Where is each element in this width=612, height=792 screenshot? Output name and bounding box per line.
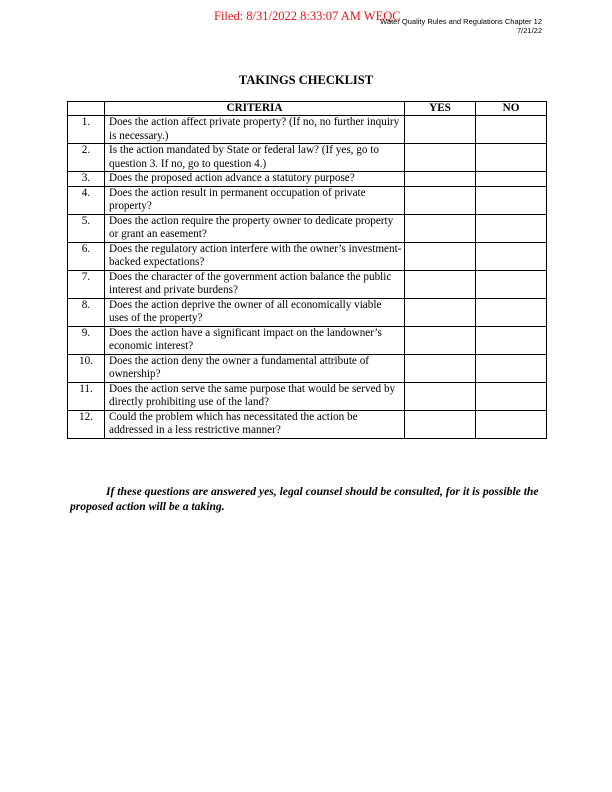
column-header-criteria: CRITERIA [105, 102, 405, 116]
question-number: 2. [68, 144, 105, 172]
question-criteria: Does the action affect private property? (If no, no further inquiry is necessary.) [105, 116, 405, 144]
yes-answer-cell[interactable] [405, 298, 476, 326]
question-number: 6. [68, 242, 105, 270]
question-number: 11. [68, 382, 105, 410]
no-answer-cell[interactable] [476, 214, 547, 242]
no-answer-cell[interactable] [476, 186, 547, 214]
table-header-row [68, 102, 547, 116]
table-row [68, 382, 547, 410]
legal-counsel-note: If these questions are answered yes, legal counsel should be consulted, for it is possible the proposed action will be a taking. [70, 485, 539, 513]
yes-answer-cell[interactable] [405, 242, 476, 270]
question-criteria: Does the action deprive the owner of all economically viable uses of the property? [105, 298, 405, 326]
table-row [68, 186, 547, 214]
question-number: 3. [68, 172, 105, 187]
question-criteria: Does the action serve the same purpose that would be served by directly prohibiting use of the land? [105, 382, 405, 410]
page-header [380, 17, 542, 35]
yes-answer-cell[interactable] [405, 172, 476, 187]
header-date: 7/21/22 [516, 26, 542, 35]
question-criteria: Does the action have a significant impact on the landowner’s economic interest? [105, 326, 405, 354]
question-criteria: Does the character of the government action balance the public interest and private burdens? [105, 270, 405, 298]
question-number: 1. [68, 116, 105, 144]
question-number: 12. [68, 410, 105, 438]
question-criteria: Is the action mandated by State or federal law? (If yes, go to question 3. If no, go to question 4.) [105, 144, 405, 172]
question-number: 7. [68, 270, 105, 298]
table-row [68, 116, 547, 144]
yes-answer-cell[interactable] [405, 144, 476, 172]
filed-stamp: Filed: 8/31/2022 8:33:07 AM WEQC [214, 9, 401, 23]
question-criteria: Does the action deny the owner a fundamental attribute of ownership? [105, 354, 405, 382]
column-header-yes: YES [405, 102, 476, 116]
table-row [68, 144, 547, 172]
question-criteria: Does the proposed action advance a statutory purpose? [105, 172, 405, 187]
yes-answer-cell[interactable] [405, 116, 476, 144]
no-answer-cell[interactable] [476, 354, 547, 382]
question-criteria: Could the problem which has necessitated the action be addressed in a less restrictive manner? [105, 410, 405, 438]
yes-answer-cell[interactable] [405, 354, 476, 382]
table-row [68, 410, 547, 438]
no-answer-cell[interactable] [476, 116, 547, 144]
question-criteria: Does the action require the property owner to dedicate property or grant an easement? [105, 214, 405, 242]
question-number: 10. [68, 354, 105, 382]
no-answer-cell[interactable] [476, 326, 547, 354]
header-chapter: Water Quality Rules and Regulations Chapter 12 [380, 17, 542, 26]
yes-answer-cell[interactable] [405, 382, 476, 410]
column-header-no: NO [476, 102, 547, 116]
question-number: 8. [68, 298, 105, 326]
no-answer-cell[interactable] [476, 172, 547, 187]
table-row [68, 326, 547, 354]
question-number: 5. [68, 214, 105, 242]
page-title: TAKINGS CHECKLIST [238, 73, 374, 87]
table-row [68, 172, 547, 187]
yes-answer-cell[interactable] [405, 270, 476, 298]
question-number: 9. [68, 326, 105, 354]
column-header-number [68, 102, 105, 116]
question-criteria: Does the regulatory action interfere with the owner’s investment-backed expectations? [105, 242, 405, 270]
yes-answer-cell[interactable] [405, 410, 476, 438]
no-answer-cell[interactable] [476, 270, 547, 298]
table-row [68, 270, 547, 298]
no-answer-cell[interactable] [476, 382, 547, 410]
no-answer-cell[interactable] [476, 242, 547, 270]
question-criteria: Does the action result in permanent occupation of private property? [105, 186, 405, 214]
no-answer-cell[interactable] [476, 144, 547, 172]
yes-answer-cell[interactable] [405, 326, 476, 354]
table-row [68, 214, 547, 242]
table-row [68, 242, 547, 270]
yes-answer-cell[interactable] [405, 186, 476, 214]
question-number: 4. [68, 186, 105, 214]
yes-answer-cell[interactable] [405, 214, 476, 242]
no-answer-cell[interactable] [476, 298, 547, 326]
table-row [68, 298, 547, 326]
table-row [68, 354, 547, 382]
no-answer-cell[interactable] [476, 410, 547, 438]
takings-checklist-table [67, 101, 547, 439]
